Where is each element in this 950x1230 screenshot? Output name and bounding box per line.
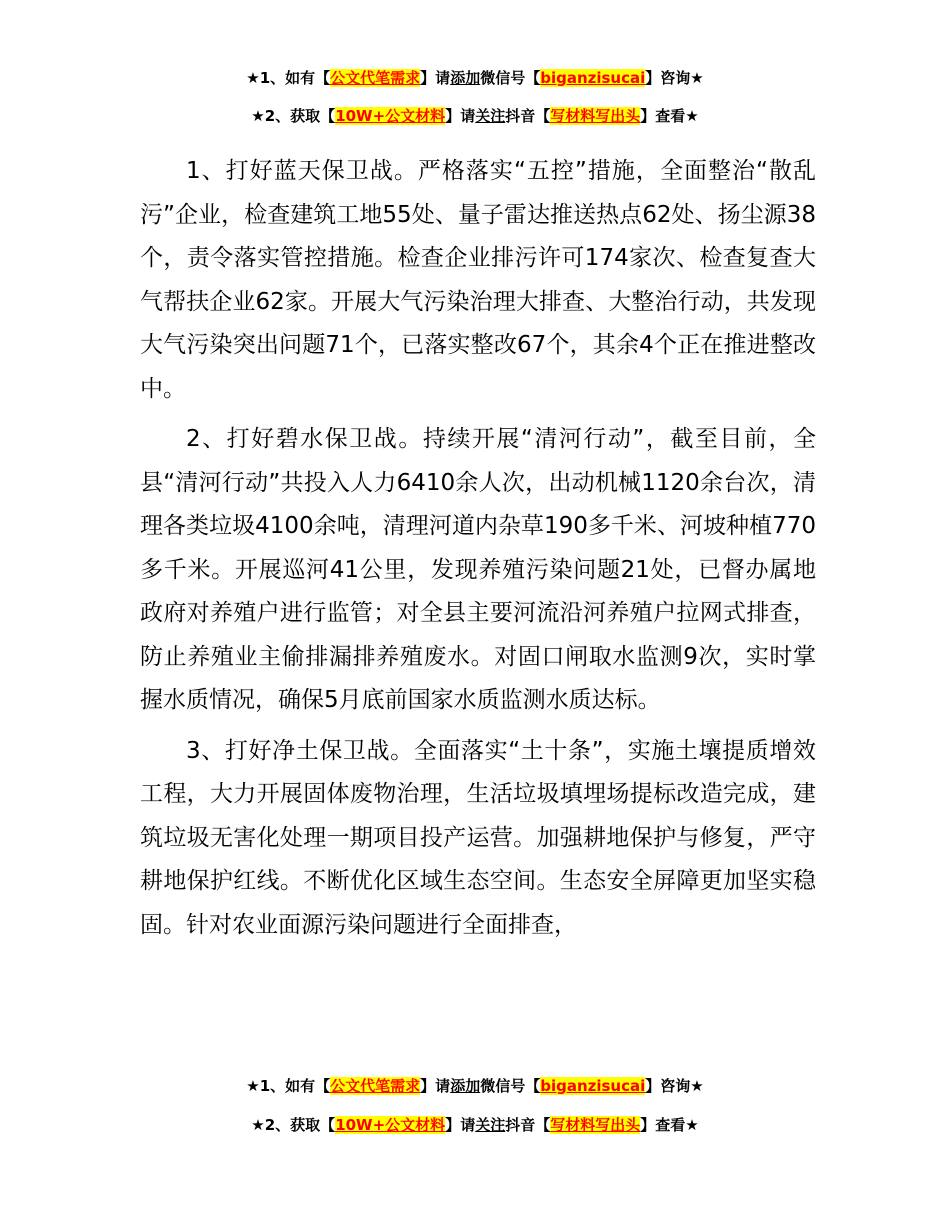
promo-text: ★2、获取【 [251,107,336,125]
promo-text: 】咨询★ [645,69,704,87]
promo-highlight: 写材料写出头 [550,107,641,125]
promo-highlight: 写材料写出头 [550,1116,641,1134]
promo-text: 】查看★ [640,107,699,125]
promo-text: 】咨询★ [645,1077,704,1095]
promo-emphasis: 添加 [450,1077,481,1095]
promo-text: 】请 [445,107,476,125]
promo-text: ★2、获取【 [251,1116,336,1134]
promo-text: 】查看★ [640,1116,699,1134]
paragraph-blue-sky: 1、打好蓝天保卫战。严格落实“五控”措施，全面整治“散乱污”企业，检查建筑工地55处、量子雷达推送热点62处、扬尘源38个，责令落实管控措施。检查企业排污许可174家次、检查复查大气帮扶企业62家。开展大气污染治理大排查、大整治行动，共发现大气污染突出问题71个，已落实整改67个，其余4个正在推进整改中。 [140,158,816,402]
promo-highlight: 10W+公文材料 [335,1116,446,1134]
promo-highlight: biganzisucai [540,1077,646,1095]
header-promo-line-2 [0,106,950,126]
promo-text: 】请 [445,1116,476,1134]
footer-promo-line-1 [0,1076,950,1096]
promo-emphasis: 添加 [450,69,481,87]
promo-highlight: 公文代笔需求 [330,1077,421,1095]
promo-text: 抖音【 [505,107,551,125]
promo-highlight: 公文代笔需求 [330,69,421,87]
promo-text: 】请 [420,69,451,87]
promo-text: 抖音【 [505,1116,551,1134]
header-promo-line-1 [0,68,950,88]
promo-text: 微信号【 [480,69,541,87]
promo-text: 微信号【 [480,1077,541,1095]
paragraph-clean-soil: 3、打好净土保卫战。全面落实“土十条”，实施土壤提质增效工程，大力开展固体废物治理，生活垃圾填埋场提标改造完成，建筑垃圾无害化处理一期项目投产运营。加强耕地保护与修复，严守耕地保护红线。不断优化区域生态空间。生态安全屏障更加坚实稳固。针对农业面源污染问题进行全面排查， [140,737,816,938]
promo-emphasis: 关注 [475,107,506,125]
footer-promo-line-2 [0,1115,950,1135]
promo-emphasis: 关注 [475,1116,506,1134]
promo-text: ★1、如有【 [246,69,331,87]
promo-text: ★1、如有【 [246,1077,331,1095]
promo-text: 】请 [420,1077,451,1095]
document-body [140,150,816,947]
paragraph-clear-water: 2、打好碧水保卫战。持续开展“清河行动”，截至目前，全县“清河行动”共投入人力6410余人次，出动机械1120余台次，清理各类垃圾4100余吨，清理河道内杂草190多千米、河坡种植770多千米。开展巡河41公里，发现养殖污染问题21处，已督办属地政府对养殖户进行监管；对全县主要河流沿河养殖户拉网式排查，防止养殖业主偷排漏排养殖废水。对固口闸取水监测9次，实时掌握水质情况，确保5月底前国家水质监测水质达标。 [140,426,816,713]
promo-highlight: biganzisucai [540,69,646,87]
promo-highlight: 10W+公文材料 [335,107,446,125]
